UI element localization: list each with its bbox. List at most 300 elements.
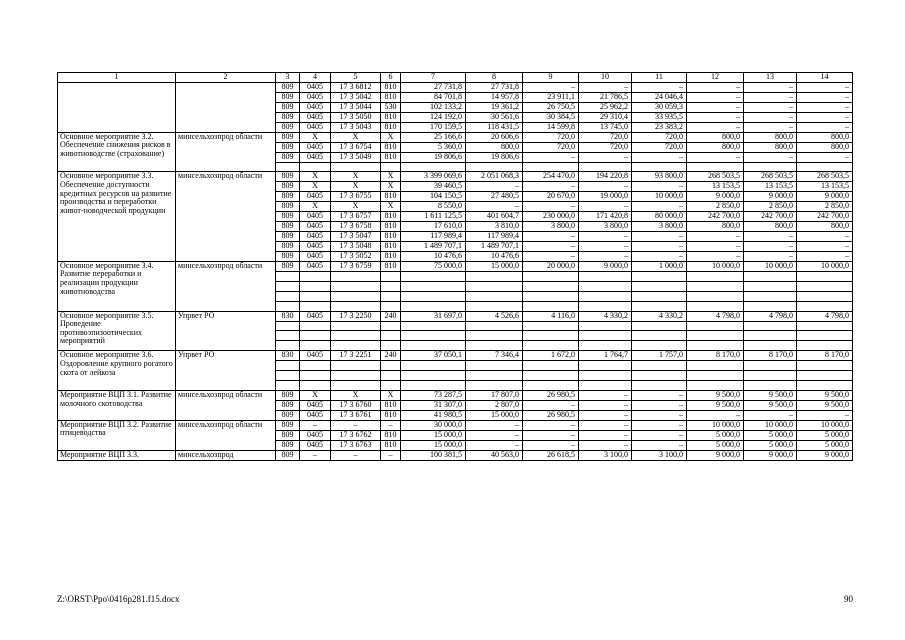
table-cell	[687, 291, 744, 301]
table-cell: 0405	[300, 142, 331, 152]
table-cell: 5 000,0	[687, 440, 744, 450]
table-cell: 29 310,4	[579, 112, 632, 122]
table-cell: 93 800,0	[632, 172, 687, 182]
table-cell: 3 810,0	[466, 222, 523, 232]
table-cell: –	[744, 92, 797, 102]
table-cell: 0405	[300, 232, 331, 242]
table-cell	[579, 331, 632, 341]
table-cell: 8 550,0	[401, 202, 466, 212]
table-cell: 19 806,6	[401, 152, 466, 162]
table-cell: 17 3 5052	[331, 251, 381, 261]
table-cell	[632, 162, 687, 172]
table-cell	[401, 301, 466, 311]
table-cell: 0405	[300, 242, 331, 252]
table-cell: 720,0	[523, 132, 579, 142]
table-cell	[381, 381, 401, 391]
table-cell: 19 361,2	[466, 102, 523, 112]
table-cell: 19 000,0	[579, 192, 632, 202]
table-cell: –	[632, 232, 687, 242]
table-cell: 26 618,5	[523, 450, 579, 460]
table-cell	[797, 301, 853, 311]
table-cell: –	[579, 83, 632, 93]
table-cell: –	[797, 102, 853, 112]
table-cell: 810	[381, 251, 401, 261]
table-cell	[381, 271, 401, 281]
table-cell: 9 500,0	[687, 391, 744, 401]
table-cell: –	[632, 430, 687, 440]
table-cell: Х	[331, 172, 381, 182]
table-cell: –	[687, 102, 744, 112]
table-cell: 0405	[300, 351, 331, 361]
table-cell: 39 460,5	[401, 182, 466, 192]
table-cell: 0405	[300, 112, 331, 122]
table-cell: 810	[381, 192, 401, 202]
table-cell	[579, 271, 632, 281]
table-cell	[632, 381, 687, 391]
table-cell: 23 911,1	[523, 92, 579, 102]
budget-table	[57, 72, 853, 461]
executor: минсельхозпрод области	[176, 132, 276, 172]
table-cell: 41 980,5	[401, 410, 466, 420]
table-cell: 809	[276, 92, 300, 102]
table-cell: –	[797, 242, 853, 252]
table-cell	[523, 281, 579, 291]
table-cell	[797, 281, 853, 291]
table-row	[58, 420, 853, 430]
table-cell	[401, 371, 466, 381]
table-cell: 13 153,5	[797, 182, 853, 192]
table-cell	[300, 371, 331, 381]
table-cell: 4 526,6	[466, 311, 523, 321]
table-cell: Х	[331, 391, 381, 401]
table-cell: 8 170,0	[744, 351, 797, 361]
table-cell: –	[744, 102, 797, 112]
table-cell: 810	[381, 142, 401, 152]
table-cell: 5 000,0	[797, 440, 853, 450]
table-cell: 10 476,6	[401, 251, 466, 261]
table-cell: –	[687, 83, 744, 93]
table-cell: –	[523, 242, 579, 252]
table-cell	[331, 271, 381, 281]
executor: минсельхозпрод области	[176, 391, 276, 421]
table-cell: 810	[381, 401, 401, 411]
table-cell: –	[632, 401, 687, 411]
table-cell: 810	[381, 440, 401, 450]
table-cell: 17 3 5048	[331, 242, 381, 252]
table-cell: 809	[276, 420, 300, 430]
activity-name: Основное мероприятие 3.2. Обеспечение снижения рисков в животноводстве (страхование)	[58, 132, 176, 172]
table-cell: –	[523, 182, 579, 192]
table-cell: –	[523, 401, 579, 411]
table-cell: –	[632, 202, 687, 212]
table-cell: 124 192,0	[401, 112, 466, 122]
table-cell	[331, 291, 381, 301]
table-cell	[744, 341, 797, 351]
table-cell: 2 850,0	[687, 202, 744, 212]
table-cell: 809	[276, 261, 300, 271]
table-cell	[797, 381, 853, 391]
table-cell	[579, 371, 632, 381]
table-cell: 809	[276, 251, 300, 261]
table-cell: 401 604,7	[466, 212, 523, 222]
table-cell: 0405	[300, 192, 331, 202]
table-cell: –	[466, 430, 523, 440]
table-cell: 5 000,0	[797, 430, 853, 440]
table-cell	[331, 162, 381, 172]
table-cell: 17 3 5044	[331, 102, 381, 112]
table-cell: 720,0	[632, 132, 687, 142]
column-header: 9	[523, 73, 579, 83]
table-cell	[276, 162, 300, 172]
table-cell: –	[523, 420, 579, 430]
table-cell	[579, 361, 632, 371]
table-cell: 117 989,4	[401, 232, 466, 242]
table-cell: 37 050,1	[401, 351, 466, 361]
table-cell	[381, 301, 401, 311]
table-cell: 10 000,0	[797, 420, 853, 430]
table-cell	[276, 291, 300, 301]
table-cell: 810	[381, 83, 401, 93]
table-cell	[276, 301, 300, 311]
table-cell: 800,0	[687, 222, 744, 232]
table-cell	[381, 341, 401, 351]
table-cell	[744, 381, 797, 391]
table-cell	[276, 271, 300, 281]
executor: минсельхозпрод	[176, 450, 276, 460]
table-cell	[687, 301, 744, 311]
table-cell	[632, 371, 687, 381]
table-cell	[466, 301, 523, 311]
table-cell: –	[687, 232, 744, 242]
table-cell	[523, 341, 579, 351]
table-cell: 15 000,0	[466, 261, 523, 271]
table-cell: –	[466, 420, 523, 430]
executor	[176, 83, 276, 133]
table-cell: 9 500,0	[797, 401, 853, 411]
table-cell: 15 000,0	[401, 430, 466, 440]
table-cell: 800,0	[797, 142, 853, 152]
table-cell: –	[579, 440, 632, 450]
table-cell	[744, 371, 797, 381]
table-cell: 720,0	[579, 132, 632, 142]
table-cell	[331, 341, 381, 351]
table-cell	[632, 361, 687, 371]
table-cell: –	[466, 182, 523, 192]
table-cell: 13 745,0	[579, 122, 632, 132]
table-cell: 4 798,0	[744, 311, 797, 321]
table-cell: 1 489 707,1	[466, 242, 523, 252]
table-cell: 800,0	[687, 142, 744, 152]
table-cell: 830	[276, 311, 300, 321]
table-cell: 27 731,8	[401, 83, 466, 93]
table-cell: 33 935,5	[632, 112, 687, 122]
table-cell: 17 3 5047	[331, 232, 381, 242]
page-number: 90	[844, 594, 853, 604]
table-cell: –	[579, 152, 632, 162]
table-cell: 5 000,0	[744, 440, 797, 450]
table-cell: –	[579, 202, 632, 212]
table-cell: –	[744, 242, 797, 252]
table-cell: 17 3 6762	[331, 430, 381, 440]
table-cell: 17 3 5043	[331, 122, 381, 132]
table-cell	[797, 162, 853, 172]
table-cell: 26 750,5	[523, 102, 579, 112]
table-row	[58, 83, 853, 93]
table-cell: 800,0	[797, 132, 853, 142]
table-cell: 0405	[300, 152, 331, 162]
table-cell	[632, 321, 687, 331]
table-cell: 104 150,5	[401, 192, 466, 202]
table-cell: 3 100,0	[579, 450, 632, 460]
table-cell: 0405	[300, 410, 331, 420]
table-cell: 809	[276, 132, 300, 142]
table-cell	[401, 271, 466, 281]
table-cell	[300, 381, 331, 391]
table-cell: 118 431,5	[466, 122, 523, 132]
table-cell	[331, 281, 381, 291]
table-cell: –	[744, 152, 797, 162]
table-cell: –	[632, 420, 687, 430]
table-cell: –	[797, 83, 853, 93]
table-cell: 10 000,0	[687, 420, 744, 430]
table-cell: 17 3 6759	[331, 261, 381, 271]
table-cell: Х	[300, 182, 331, 192]
table-cell: 26 980,5	[523, 410, 579, 420]
table-cell	[276, 361, 300, 371]
table-cell: 17 3 6755	[331, 192, 381, 202]
table-cell: 0405	[300, 102, 331, 112]
table-cell: 25 166,6	[401, 132, 466, 142]
table-cell: 19 806,6	[466, 152, 523, 162]
table-cell: 810	[381, 212, 401, 222]
table-cell: –	[744, 83, 797, 93]
table-cell: 809	[276, 410, 300, 420]
table-cell	[687, 281, 744, 291]
table-cell	[579, 281, 632, 291]
table-cell	[523, 321, 579, 331]
table-cell	[632, 331, 687, 341]
table-cell: 242 700,0	[797, 212, 853, 222]
table-row	[58, 132, 853, 142]
table-cell	[744, 281, 797, 291]
table-cell	[579, 301, 632, 311]
table-cell: 27 731,8	[466, 83, 523, 93]
table-cell: 102 133,2	[401, 102, 466, 112]
table-cell	[579, 162, 632, 172]
table-cell: 800,0	[466, 142, 523, 152]
table-cell: 9 000,0	[744, 450, 797, 460]
executor: Упрвет РО	[176, 311, 276, 351]
table-cell: 10 000,0	[632, 192, 687, 202]
table-cell: 809	[276, 450, 300, 460]
table-cell	[466, 271, 523, 281]
table-cell: 30 561,6	[466, 112, 523, 122]
table-cell: 809	[276, 112, 300, 122]
table-cell: 17 3 6757	[331, 212, 381, 222]
activity-name: Основное мероприятие 3.4. Развитие переработки и реализации продукции животноводства	[58, 261, 176, 311]
table-cell	[466, 361, 523, 371]
table-cell: –	[632, 83, 687, 93]
table-cell	[744, 162, 797, 172]
table-cell	[797, 371, 853, 381]
table-cell	[579, 381, 632, 391]
table-cell	[401, 291, 466, 301]
column-header: 4	[300, 73, 331, 83]
table-cell: 2 850,0	[797, 202, 853, 212]
table-cell: 0405	[300, 83, 331, 93]
activity-name: Мероприятие ВЦП 3.1. Развитие молочного скотоводства	[58, 391, 176, 421]
table-cell: –	[797, 152, 853, 162]
table-cell	[687, 331, 744, 341]
executor: минсельхозпрод области	[176, 420, 276, 450]
table-cell: 810	[381, 261, 401, 271]
table-cell: 720,0	[579, 142, 632, 152]
column-header: 2	[176, 73, 276, 83]
table-cell: 240	[381, 351, 401, 361]
table-cell: 0405	[300, 212, 331, 222]
table-cell	[276, 371, 300, 381]
table-cell: 3 800,0	[632, 222, 687, 232]
table-cell: 13 153,5	[687, 182, 744, 192]
table-cell: 0405	[300, 430, 331, 440]
table-cell: 100 381,5	[401, 450, 466, 460]
table-cell	[401, 361, 466, 371]
table-cell	[276, 321, 300, 331]
table-cell: 4 116,0	[523, 311, 579, 321]
table-cell	[744, 321, 797, 331]
table-cell: 20 000,0	[523, 261, 579, 271]
table-cell: 0405	[300, 251, 331, 261]
table-cell: –	[797, 112, 853, 122]
table-cell: Х	[381, 202, 401, 212]
table-cell: 800,0	[744, 132, 797, 142]
table-cell: 4 330,2	[632, 311, 687, 321]
table-cell	[401, 341, 466, 351]
table-cell: 15 000,0	[401, 440, 466, 450]
table-cell	[523, 361, 579, 371]
table-cell: 9 000,0	[797, 450, 853, 460]
table-cell: 254 470,0	[523, 172, 579, 182]
table-cell: 809	[276, 202, 300, 212]
table-cell: –	[300, 420, 331, 430]
table-cell: –	[523, 83, 579, 93]
table-cell: 0405	[300, 311, 331, 321]
column-header: 14	[797, 73, 853, 83]
table-cell: –	[687, 242, 744, 252]
table-cell: –	[579, 251, 632, 261]
table-row	[58, 391, 853, 401]
table-cell: 40 563,0	[466, 450, 523, 460]
table-cell: 9 500,0	[744, 391, 797, 401]
executor: минсельхозпрод области	[176, 172, 276, 261]
table-cell	[276, 281, 300, 291]
table-cell: 809	[276, 122, 300, 132]
table-cell: 1 672,0	[523, 351, 579, 361]
table-cell: –	[523, 251, 579, 261]
table-cell	[381, 361, 401, 371]
table-cell: 171 420,8	[579, 212, 632, 222]
table-cell: 810	[381, 122, 401, 132]
table-cell: 5 000,0	[687, 430, 744, 440]
table-cell: –	[687, 410, 744, 420]
table-cell: 4 798,0	[687, 311, 744, 321]
table-cell	[466, 331, 523, 341]
table-cell: –	[579, 410, 632, 420]
table-cell: 84 701,8	[401, 92, 466, 102]
table-cell	[466, 291, 523, 301]
activity-name: Основное мероприятие 3.6. Оздоровление крупного рогатого скота от лейкоза	[58, 351, 176, 391]
table-cell	[523, 301, 579, 311]
activity-name: Основное мероприятие 3.3. Обеспечение доступности кредитных ресурсов на развитие производства и переработки живот-новодческой продукции	[58, 172, 176, 261]
table-cell	[466, 162, 523, 172]
table-cell: Х	[300, 132, 331, 142]
table-cell: –	[381, 420, 401, 430]
table-cell: 2 051 068,3	[466, 172, 523, 182]
table-cell: Х	[331, 182, 381, 192]
table-cell: Х	[300, 202, 331, 212]
table-cell: 9 000,0	[579, 261, 632, 271]
table-cell: 8 170,0	[797, 351, 853, 361]
column-header: 13	[744, 73, 797, 83]
table-cell: 809	[276, 222, 300, 232]
table-cell: 80 000,0	[632, 212, 687, 222]
table-cell: –	[797, 251, 853, 261]
table-row	[58, 311, 853, 321]
table-cell	[300, 291, 331, 301]
column-header: 3	[276, 73, 300, 83]
table-cell: 194 220,8	[579, 172, 632, 182]
table-cell: 810	[381, 410, 401, 420]
table-cell	[523, 291, 579, 301]
table-cell: 31 307,0	[401, 401, 466, 411]
table-cell: 810	[381, 430, 401, 440]
table-cell: –	[687, 122, 744, 132]
table-cell: –	[579, 420, 632, 430]
table-cell: –	[744, 112, 797, 122]
table-cell: 1 611 125,5	[401, 212, 466, 222]
table-cell: –	[744, 122, 797, 132]
table-cell	[300, 162, 331, 172]
table-cell: 13 153,5	[744, 182, 797, 192]
table-cell: 809	[276, 232, 300, 242]
table-cell: 31 697,0	[401, 311, 466, 321]
table-cell: 17 3 2250	[331, 311, 381, 321]
table-cell	[687, 361, 744, 371]
table-cell	[523, 271, 579, 281]
table-cell	[401, 321, 466, 331]
table-cell	[331, 321, 381, 331]
table-cell: 25 962,2	[579, 102, 632, 112]
table-cell	[797, 341, 853, 351]
table-cell	[466, 341, 523, 351]
table-cell: 26 980,5	[523, 391, 579, 401]
table-cell: 1 764,7	[579, 351, 632, 361]
table-cell	[632, 271, 687, 281]
table-cell: 720,0	[632, 142, 687, 152]
table-cell: –	[331, 420, 381, 430]
table-cell: Х	[381, 182, 401, 192]
table-cell: 230 000,0	[523, 212, 579, 222]
table-cell: –	[381, 450, 401, 460]
table-cell	[331, 331, 381, 341]
table-cell	[300, 271, 331, 281]
table-cell: –	[579, 391, 632, 401]
table-cell: 23 383,2	[632, 122, 687, 132]
table-cell: 809	[276, 83, 300, 93]
table-cell: –	[687, 112, 744, 122]
table-cell	[300, 341, 331, 351]
table-cell: 17 610,0	[401, 222, 466, 232]
